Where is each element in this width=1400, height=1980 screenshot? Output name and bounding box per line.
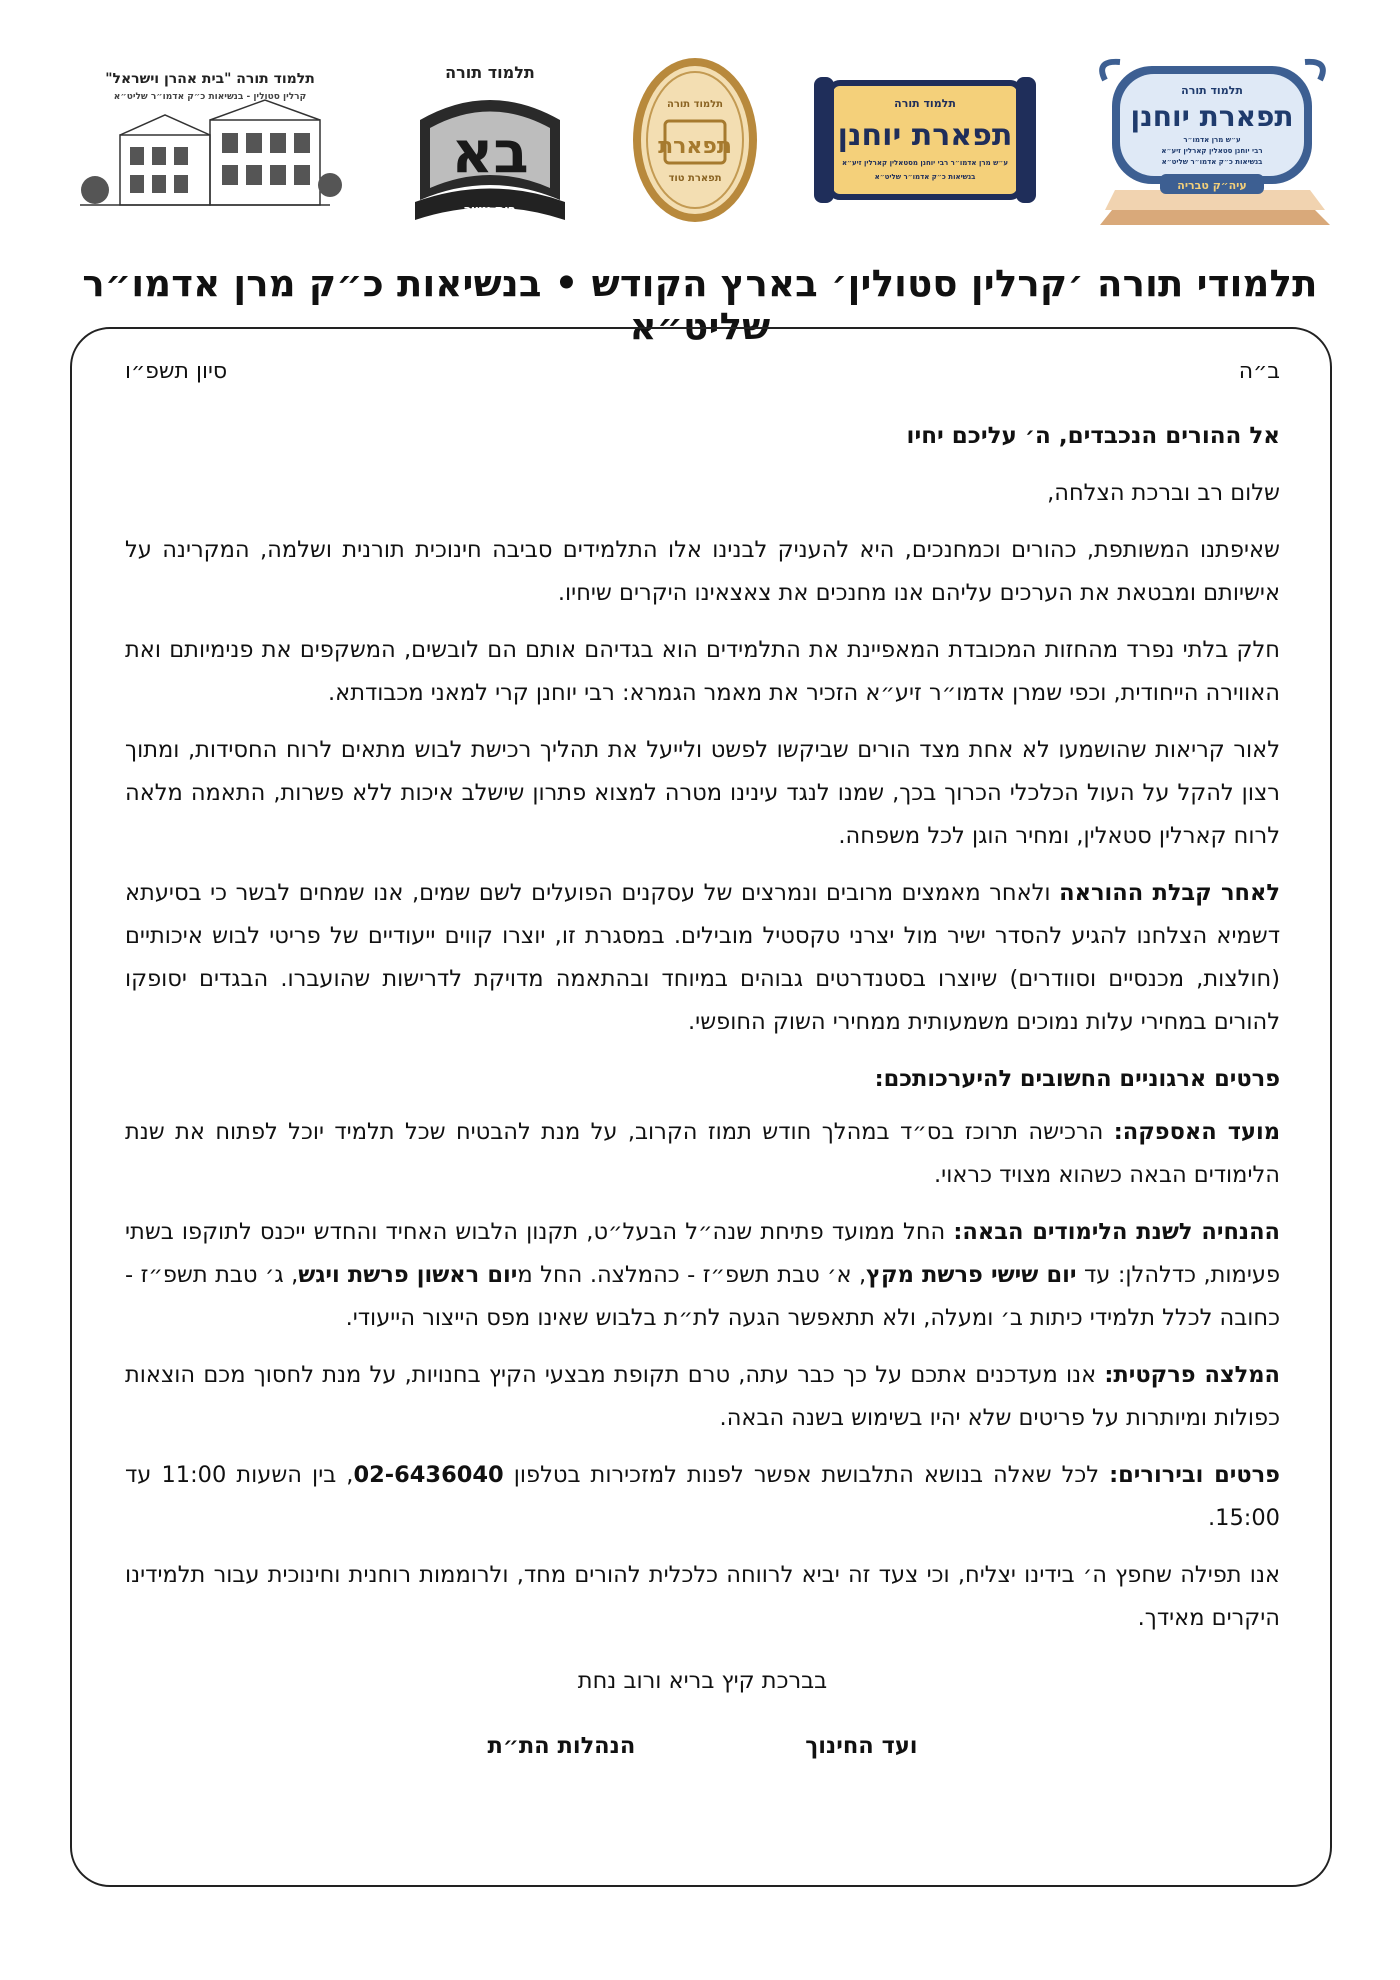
signature-administration: הנהלות הת״ת bbox=[487, 1733, 636, 1759]
paragraph-4 bbox=[125, 872, 1280, 1044]
item-delivery-label: מועד האספקה: bbox=[1113, 1119, 1280, 1145]
item-guideline-date-2: יום ראשון פרשת ויגש bbox=[298, 1262, 518, 1288]
paragraph-3: לאור קריאות שהושמעו לא אחת מצד הורים שביקשו לפשט ולייעל את תהליך רכישת לבוש מתאים לרוח החסידות, ומתוך רצון להקל על העול הכלכלי הכרוך בכך, שמנו לנגד עינינו מטרה למצוא פתרון שישלב איכות ללא פשרות, התאמה מלאה לרוח קארלין סטאלין, ומחיר הוגן לכל משפחה. bbox=[125, 737, 1280, 849]
section-heading: פרטים ארגוניים החשובים להיערכותכם: bbox=[874, 1066, 1280, 1092]
logo1-top: תלמוד תורה bbox=[1181, 84, 1243, 97]
paragraph-2: חלק בלתי נפרד מהחזות המכובדת המאפיינת את התלמידים הוא בגדיהם אותם הם לובשים, המשקפים את פנימיותם ואת האווירה הייחודית, וכפי שמרן אדמו״ר זיע״א הזכיר את מאמר הגמרא: רבי יוחנן קרי למאני מכבודתא. bbox=[125, 637, 1280, 706]
logo2-sub1: ע״ש מרן אדמו״ר רבי יוחנן מסטאלין קארלין זיע״א bbox=[841, 159, 1009, 167]
masthead-title: תלמודי תורה ׳קרלין סטולין׳ בארץ הקודש • בנשיאות כ״ק מרן אדמו״ר שליט״א bbox=[82, 262, 1318, 348]
item-contact-text-b: , בין השעות 11:00 עד 15:00. bbox=[125, 1462, 1280, 1531]
bh-mark: ב״ה bbox=[1238, 359, 1280, 384]
paragraph-4-bold: לאחר קבלת ההוראה bbox=[1059, 880, 1280, 906]
logos-row bbox=[60, 40, 1340, 240]
logo3-main: תפארת bbox=[658, 134, 732, 159]
logo-gold-oval bbox=[630, 55, 760, 225]
logo-building-bais-aharon bbox=[60, 55, 350, 225]
letter-header-row bbox=[125, 350, 1280, 393]
paragraph-4-text: ולאחר מאמצים מרובים ונמרצים של עסקנים הפועלים לשם שמים, אנו שמחים לבשר כי בסיעתא דשמיא הצלחנו להגיע להסדר ישיר מול יצרני טקסטיל מובילים. במסגרת זו, יוצרו קווים ייעודיים של פריטי לבוש איכותיים (חולצות, מכנסיים וסוודרים) שיוצרו בסטנדרטים גבוהים במיוחד ובהתאמה מדויקת לדרישות שהועברו. הבגדים יסופקו להורים במחירי עלות נמוכים משמעותית ממחירי השוק החופשי. bbox=[125, 880, 1280, 1035]
logo1-sub3: בנשיאות כ״ק אדמו״ר שליט״א bbox=[1161, 158, 1263, 166]
letter-date: סיון תשפ״ו bbox=[125, 359, 228, 384]
signature-education-committee: ועד החינוך bbox=[805, 1733, 918, 1759]
logo5-top: תלמוד תורה "בית אהרן וישראל" bbox=[105, 71, 315, 87]
greeting: אל ההורים הנכבדים, ה׳ עליכם יחיו bbox=[906, 423, 1280, 449]
signatures bbox=[125, 1725, 1280, 1768]
logo2-main: תפארת יוחנן bbox=[837, 118, 1013, 153]
logo4-main: בא bbox=[451, 118, 529, 186]
logo4-bottom: בית אשר bbox=[463, 203, 517, 218]
item-contact bbox=[125, 1454, 1280, 1540]
item-guideline-text-c: , א׳ טבת תשפ״ז - כהמלצה. החל מ bbox=[517, 1262, 867, 1288]
paragraph-1: שאיפתנו המשותפת, כהורים וכמחנכים, היא להעניק לבנינו אלו התלמידים סביבה חינוכית תורנית ושלמה, המקרינה על אישיותם ומבטאת את הערכים עליהם אנו מחנכים את צאצאינו היקרים שיחיו. bbox=[125, 537, 1280, 606]
item-delivery-text: הרכישה תרוכז בס״ד במהלך חודש תמוז הקרוב, על מנת להבטיח שכל תלמיד יוכל לפתוח את שנת הלימודים הבאה כשהוא מצויד כראוי. bbox=[125, 1119, 1280, 1188]
logo3-top: תלמוד תורה bbox=[666, 99, 724, 110]
item-recommendation bbox=[125, 1354, 1280, 1440]
item-delivery bbox=[125, 1111, 1280, 1197]
item-guideline-text-a: החל ממועד פתיחת שנה״ל הבעל״ט, תקנון הלבוש האחיד והחדש ייכנס לתוקפו בשתי פעימות, כדלהלן: עד bbox=[125, 1219, 1281, 1288]
salutation: שלום רב וברכת הצלחה, bbox=[1047, 480, 1280, 506]
logo-tiferes-yochanan-tveria bbox=[1090, 50, 1340, 230]
logo-tiferes-yochanan-scroll bbox=[810, 65, 1040, 215]
logo3-sub: תפארת טוד bbox=[668, 173, 722, 184]
logo2-top: תלמוד תורה bbox=[894, 97, 956, 110]
logo4-top: תלמוד תורה bbox=[445, 63, 535, 82]
paragraph-final: אנו תפילה שחפץ ה׳ בידינו יצליח, וכי צעד זה יביא לרווחה כלכלית להורים מחד, ולרוממות רוחנית וחינוכית עבור תלמידינו היקרים מאידך. bbox=[125, 1562, 1280, 1631]
logo-beis-asher bbox=[400, 50, 580, 230]
item-contact-label: פרטים ובירורים: bbox=[1109, 1462, 1280, 1488]
logo1-main: תפארת יוחנן bbox=[1130, 100, 1294, 133]
closing-blessing: בברכת קיץ בריא ורוב נחת bbox=[577, 1668, 828, 1694]
item-recommendation-label: המלצה פרקטית: bbox=[1104, 1362, 1280, 1388]
item-recommendation-text: אנו מעדכנים אתכם על כך כבר עתה, טרם תקופת מבצעי הקיץ בחנויות, על מנת לחסוך מכם הוצאות כפולות ומיותרות על פריטים שלא יהיו בשימוש בשנה הבאה. bbox=[125, 1362, 1280, 1431]
item-contact-text-a: לכל שאלה בנושא התלבושת אפשר לפנות למזכירות בטלפון bbox=[503, 1462, 1110, 1488]
logo5-sub: קרלין סטולין - בנשיאות כ״ק אדמו״ר שליט״א bbox=[113, 92, 307, 102]
letter-body bbox=[125, 350, 1280, 1768]
item-guideline-date-1: יום שישי פרשת מקץ bbox=[866, 1262, 1077, 1288]
phone-number: 02-6436040 bbox=[353, 1462, 504, 1488]
logo2-sub2: בנשיאות כ״ק אדמו״ר שליט״א bbox=[874, 173, 976, 181]
item-guideline-text-e: , ג׳ טבת תשפ״ז - כחובה לכלל תלמידי כיתות ב׳ ומעלה, ולא תתאפשר הגעה לת״ת בלבוש שאינו מפס הייצור הייעודי. bbox=[125, 1262, 1280, 1331]
logo1-ribbon: עיה״ק טבריה bbox=[1177, 179, 1247, 192]
logo1-sub1: ע״ש מרן אדמו״ר bbox=[1183, 136, 1241, 144]
item-guideline-label: ההנחיה לשנת הלימודים הבאה: bbox=[953, 1219, 1281, 1245]
item-guideline bbox=[125, 1211, 1280, 1340]
building-drawing bbox=[60, 55, 350, 225]
logo1-sub2: רבי יוחנן סטאלין קארלין זיע״א bbox=[1161, 147, 1263, 155]
